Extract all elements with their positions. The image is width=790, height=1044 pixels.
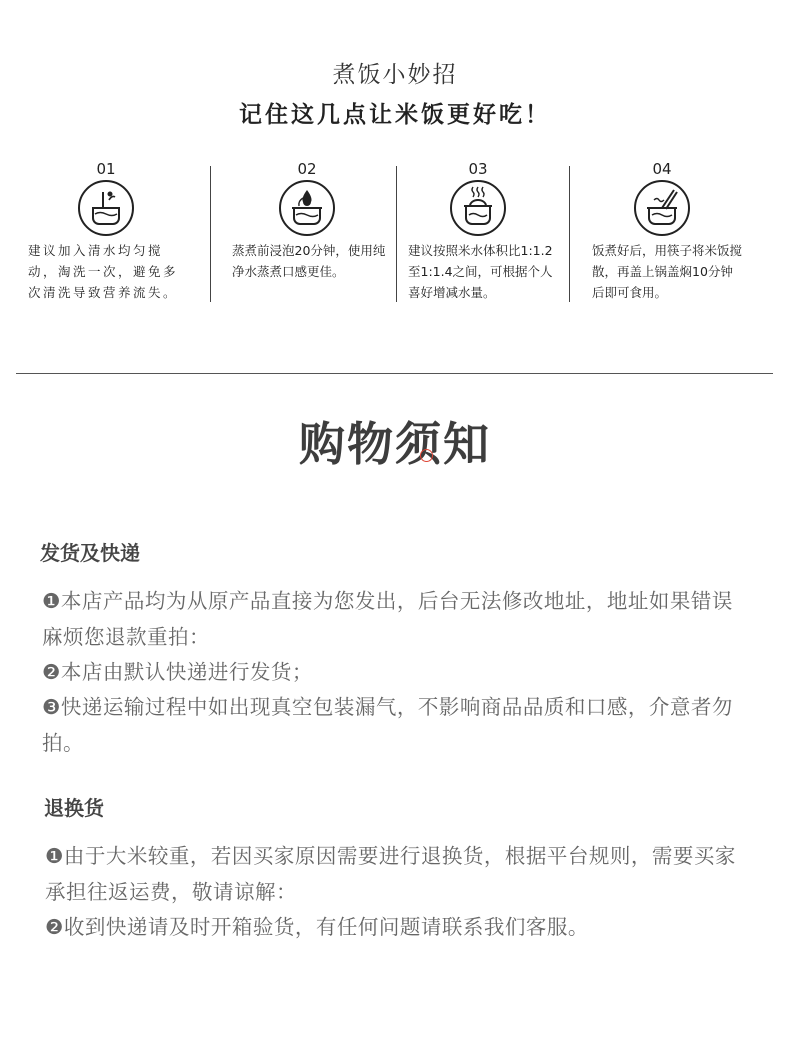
step-description: 蒸煮前浸泡20分钟，使用纯净水蒸煮口感更佳。 — [232, 243, 386, 279]
step-description: 建议加入清水均匀搅动，淘洗一次，避免多次清洗导致营养流失。 — [28, 243, 179, 300]
step-2 — [222, 160, 392, 310]
returns-item-2: ❷收到快递请及时开箱验货，有任何问题请联系我们客服。 — [45, 915, 589, 939]
shopping-notice-title: 购物须知 — [299, 417, 491, 471]
step-divider — [569, 166, 570, 302]
shipping-item-3: ❸快递运输过程中如出现真空包装漏气，不影响商品品质和口感，介意者勿拍。 — [42, 695, 733, 755]
cooking-steps — [24, 160, 774, 310]
step-3 — [404, 160, 574, 310]
returns-item-1: ❶由于大米较重，若因买家原因需要进行退换货，根据平台规则，需要买家承担往返运费，敬请谅解： — [45, 844, 736, 904]
returns-heading: 退换货 — [44, 796, 104, 820]
step-number: 01 — [96, 160, 116, 178]
red-circle-mark-icon — [420, 449, 433, 462]
tips-title: 煮饭小妙招 — [332, 62, 458, 88]
step-divider — [210, 166, 211, 302]
shipping-item-1: ❶本店产品均为从原产品直接为您发出，后台无法修改地址，地址如果错误麻烦您退款重拍： — [42, 589, 733, 649]
step-number: 04 — [652, 160, 672, 178]
rice-pot-stir-icon — [76, 178, 136, 238]
step-divider — [396, 166, 397, 302]
steaming-pot-icon — [448, 178, 508, 238]
section-divider — [16, 373, 773, 374]
water-drop-pot-icon — [277, 178, 337, 238]
chopsticks-pot-icon — [632, 178, 692, 238]
step-number: 02 — [297, 160, 317, 178]
shipping-item-2: ❷本店由默认快递进行发货； — [42, 660, 313, 684]
shipping-heading: 发货及快递 — [40, 541, 140, 565]
step-number: 03 — [468, 160, 488, 178]
step-4 — [589, 160, 774, 310]
step-description: 饭煮好后，用筷子将米饭搅散，再盖上锅盖焖10分钟后即可食用。 — [592, 243, 743, 300]
step-1 — [24, 160, 209, 310]
tips-subtitle: 记住这几点让米饭更好吃！ — [239, 102, 551, 128]
step-description: 建议按照米水体积比1:1.2至1:1.4之间，可根据个人喜好增减水量。 — [408, 243, 553, 300]
